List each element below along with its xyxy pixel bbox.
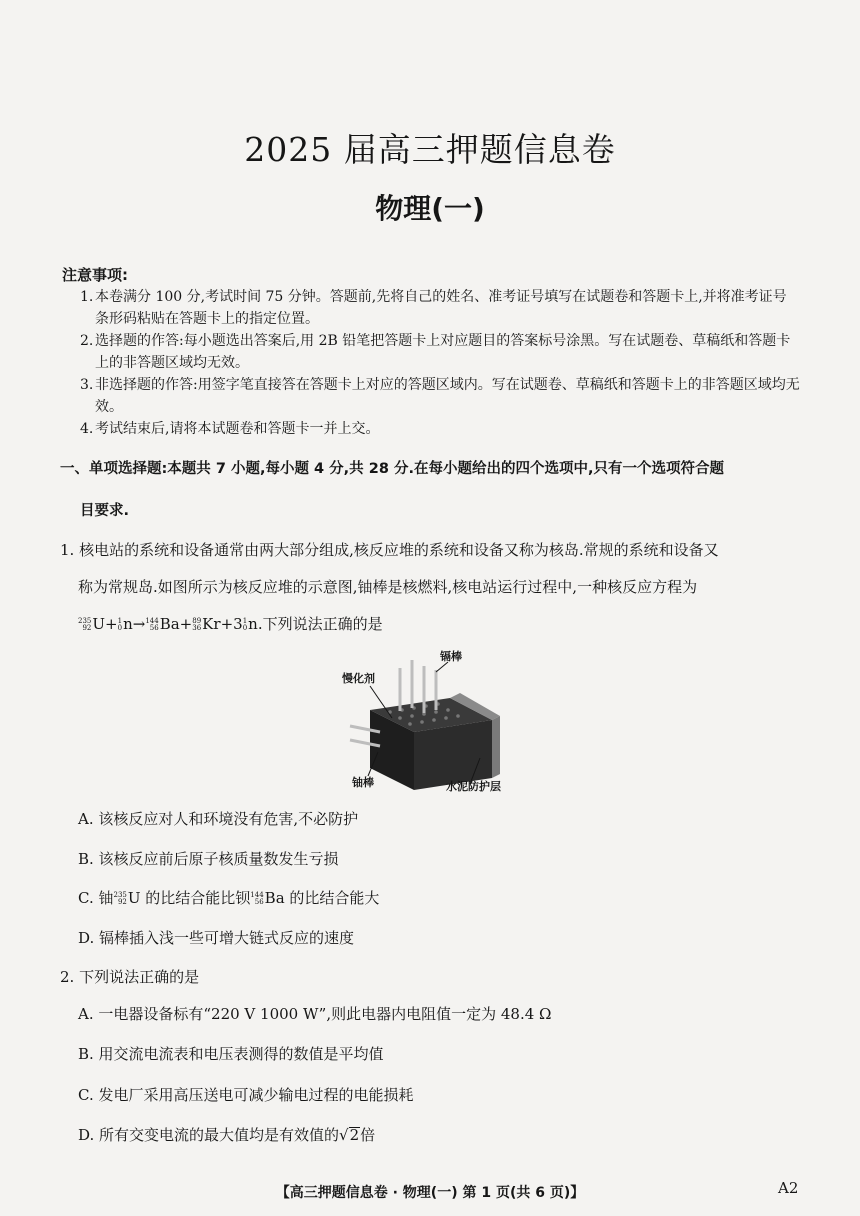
exam-title: 2025 届高三押题信息卷 [244,130,616,169]
nuclide-u235: 235 92 [113,891,127,906]
option-d-prefix: D. 所有交变电流的最大值均是有效值的 [78,1126,340,1144]
q1-reaction-equation [78,613,818,635]
notice-item [80,418,800,440]
notice-heading: 注意事项: [62,266,128,284]
label-cadmium-rod: 镉棒 [440,650,462,663]
equation-tail: .下列说法正确的是 [257,615,383,633]
q1-option-c [78,887,379,908]
sqrt-symbol: √ [339,1126,349,1144]
nuclide-neutron: 1 0 [117,617,123,632]
paper-code: A2 [778,1179,799,1197]
notice-item-number: 1. [80,289,94,305]
plus-three: +3 [220,615,243,633]
nuclide-kr89: 89 36 [192,617,202,632]
q2-option-b: B. 用交流电流表和电压表测得的数值是平均值 [78,1045,384,1063]
symbol-u: U [92,615,106,633]
plus-sign: + [105,615,118,633]
symbol-n: n [123,615,133,633]
nuclide-ba144: 144 56 [250,891,264,906]
symbol-ba: Ba [264,889,285,907]
q1-stem-line2: 称为常规岛.如图所示为核反应堆的示意图,铀棒是核燃料,核电站运行过程中,一种核反应方程为 [78,578,698,596]
label-concrete-layer: 水泥防护层 [446,780,501,793]
notice-item-text: 本卷满分 100 分,考试时间 75 分钟。答题前,先将自己的姓名、准考证号填写在试题卷和答题卡上,并将准考证号条形码粘贴在答题卡上的指定位置。 [95,289,787,327]
symbol-kr: Kr [202,615,221,633]
plus-sign: + [179,615,193,633]
notice-item-number: 3. [80,377,94,393]
option-d-suffix: 倍 [360,1126,376,1144]
q1-option-d: D. 镉棒插入浅一些可增大链式反应的速度 [78,929,355,947]
q1-option-b: B. 该核反应前后原子核质量数发生亏损 [78,850,339,868]
notice-list [80,286,800,440]
symbol-n: n [248,615,258,633]
label-uranium-rod: 铀棒 [352,776,374,789]
arrow: → [132,615,146,633]
nuclide-ba144: 144 56 [145,617,159,632]
option-c-prefix: C. 铀 [78,889,114,907]
notice-item-text: 非选择题的作答:用签字笔直接答在答题卡上对应的答题区域内。写在试题卷、草稿纸和答题卡上的非答题区域均无效。 [95,377,800,415]
notice-item-text: 考试结束后,请将本试题卷和答题卡一并上交。 [95,421,380,437]
q2-option-c: C. 发电厂采用高压送电可减少输电过程的电能损耗 [78,1086,414,1104]
q1-stem-line1: 1. 核电站的系统和设备通常由两大部分组成,核反应堆的系统和设备又称为核岛.常规的系统和设备又 [60,541,719,559]
nuclide-u235: 235 92 [78,617,92,632]
reactor-figure [330,648,530,798]
notice-item-text: 选择题的作答:每小题选出答案后,用 2B 铅笔把答题卡上对应题目的答案标号涂黑。写在试题卷、草稿纸和答题卡上的非答题区域均无效。 [95,333,791,371]
q2-option-d [78,1124,375,1145]
nuclide-neutron: 1 0 [242,617,248,632]
section-heading-line1: 一、单项选择题:本题共 7 小题,每小题 4 分,共 28 分.在每小题给出的四个选项中,只有一个选项符合题 [60,461,724,477]
label-moderator: 慢化剂 [342,672,375,685]
option-c-suffix: 的比结合能大 [284,889,380,907]
notice-item-number: 4. [80,421,94,437]
notice-item-number: 2. [80,333,94,349]
notice-item [80,374,800,418]
notice-item [80,330,800,374]
symbol-ba: Ba [159,615,180,633]
symbol-u: U [127,889,141,907]
sqrt-radicand: 2 [349,1126,360,1144]
section-heading-line2: 目要求. [80,503,130,519]
q2-option-a: A. 一电器设备标有“220 V 1000 W”,则此电器内电阻值一定为 48.4 Ω [78,1005,552,1023]
notice-item [80,286,800,330]
option-c-middle: 的比结合能比钡 [140,889,251,907]
q1-option-a: A. 该核反应对人和环境没有危害,不必防护 [78,810,359,828]
q2-stem: 2. 下列说法正确的是 [60,968,200,986]
page-footer: 【高三押题信息卷 · 物理(一) 第 1 页(共 6 页)】 [275,1185,585,1201]
exam-subtitle: 物理(一) [375,192,485,225]
